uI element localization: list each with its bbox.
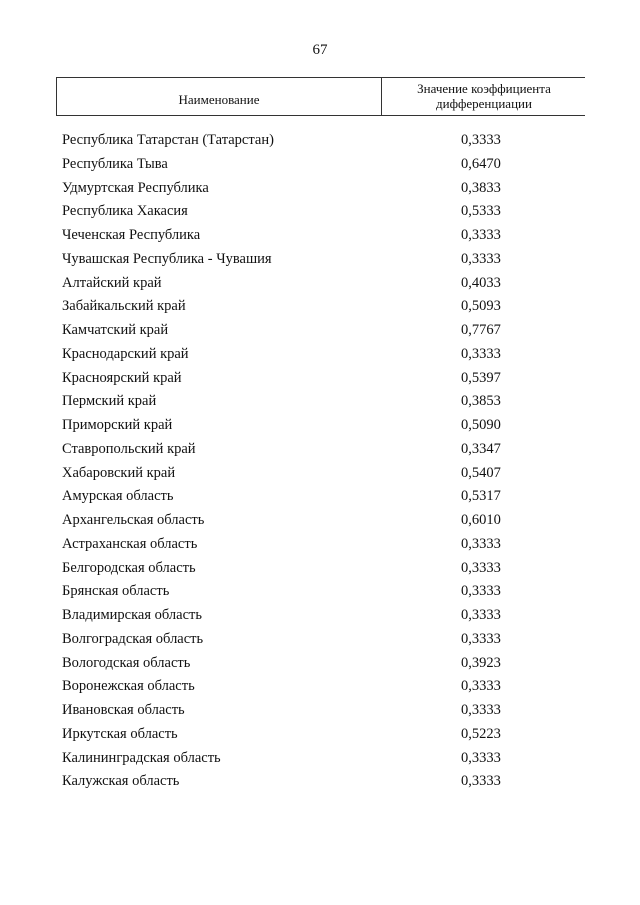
region-name: Ставропольский край (62, 440, 196, 457)
region-name: Брянская область (62, 583, 170, 600)
coefficient-value: 0,5223 (461, 725, 501, 742)
region-name: Республика Тыва (62, 155, 168, 172)
table-row (0, 628, 640, 652)
table-row (0, 675, 640, 699)
table-row (0, 770, 640, 794)
region-name: Архангельская область (62, 512, 205, 528)
coefficient-value: 0,5407 (461, 464, 501, 481)
coefficient-value: 0,3333 (461, 749, 501, 766)
coefficient-value: 0,3333 (461, 132, 501, 148)
table-row (0, 557, 640, 581)
table-row (0, 533, 640, 557)
coefficient-value: 0,3333 (461, 773, 501, 790)
column-header-name (57, 78, 382, 115)
table-row (0, 604, 640, 628)
region-name: Амурская область (62, 488, 174, 505)
coefficient-value: 0,3333 (461, 250, 501, 267)
table-row (0, 248, 640, 272)
table-row (0, 200, 640, 224)
table-header (56, 77, 585, 116)
region-name: Калужская область (62, 773, 180, 790)
coefficient-value: 0,7767 (461, 322, 501, 338)
region-name: Удмуртская Республика (62, 179, 209, 196)
table-row (0, 652, 640, 676)
coefficient-value: 0,3347 (461, 440, 501, 457)
coefficient-value: 0,3333 (461, 702, 501, 718)
table-row (0, 390, 640, 414)
coefficient-value: 0,3833 (461, 179, 501, 196)
region-name: Астраханская область (62, 535, 198, 552)
region-name: Приморский край (62, 417, 173, 433)
region-name: Белгородская область (62, 559, 196, 576)
coefficient-value: 0,5333 (461, 203, 501, 220)
table-row (0, 438, 640, 462)
region-name: Воронежская область (62, 678, 195, 695)
region-name: Республика Хакасия (62, 203, 188, 220)
coefficient-value: 0,3333 (461, 607, 501, 623)
table-row (0, 129, 640, 153)
column-header-name-label: Наименование (178, 91, 260, 107)
table-row (0, 509, 640, 533)
coefficient-value: 0,6470 (461, 155, 501, 172)
column-header-value-line2: дифференциации (436, 96, 532, 111)
coefficient-value: 0,3923 (461, 654, 501, 671)
table-row (0, 747, 640, 771)
table-row (0, 462, 640, 486)
table-row (0, 343, 640, 367)
table-row (0, 177, 640, 201)
coefficient-value: 0,3333 (461, 630, 501, 647)
table-row (0, 414, 640, 438)
coefficient-value: 0,5093 (461, 298, 501, 315)
coefficient-value: 0,3333 (461, 345, 501, 362)
region-name: Чеченская Республика (62, 227, 201, 243)
region-name: Республика Татарстан (Татарстан) (62, 132, 274, 148)
coefficient-value: 0,4033 (461, 274, 501, 291)
region-name: Забайкальский край (62, 298, 186, 315)
table-row (0, 319, 640, 343)
coefficient-value: 0,6010 (461, 512, 501, 528)
table-row (0, 367, 640, 391)
region-name: Ивановская область (62, 702, 185, 718)
table-row (0, 272, 640, 296)
region-name: Иркутская область (62, 725, 178, 742)
region-name: Чувашская Республика - Чувашия (62, 250, 272, 267)
region-name: Пермский край (62, 393, 157, 410)
column-header-value-line1: Значение коэффициента (417, 81, 551, 96)
region-name: Краснодарский край (62, 345, 189, 362)
region-name: Калининградская область (62, 749, 221, 766)
region-name: Вологодская область (62, 654, 191, 671)
table-row (0, 153, 640, 177)
table-row (0, 224, 640, 248)
coefficient-value: 0,3333 (461, 678, 501, 695)
region-name: Алтайский край (62, 274, 162, 291)
page-number: 67 (312, 42, 328, 58)
coefficient-value: 0,3333 (461, 583, 501, 600)
table-row (0, 723, 640, 747)
region-name: Хабаровский край (62, 464, 176, 481)
coefficient-value: 0,5397 (461, 369, 501, 386)
table-row (0, 295, 640, 319)
table-row (0, 485, 640, 509)
region-name: Красноярский край (62, 369, 182, 386)
table-row (0, 580, 640, 604)
region-name: Камчатский край (62, 322, 169, 338)
region-name: Волгоградская область (62, 630, 204, 647)
coefficient-value: 0,3853 (461, 393, 501, 410)
coefficient-value: 0,3333 (461, 535, 501, 552)
coefficient-value: 0,3333 (461, 227, 501, 243)
coefficient-value: 0,3333 (461, 559, 501, 576)
coefficient-value: 0,5317 (461, 488, 501, 505)
table-body (0, 129, 640, 794)
coefficient-value: 0,5090 (461, 417, 501, 433)
column-header-value (382, 78, 586, 115)
table-row (0, 699, 640, 723)
region-name: Владимирская область (62, 607, 202, 623)
